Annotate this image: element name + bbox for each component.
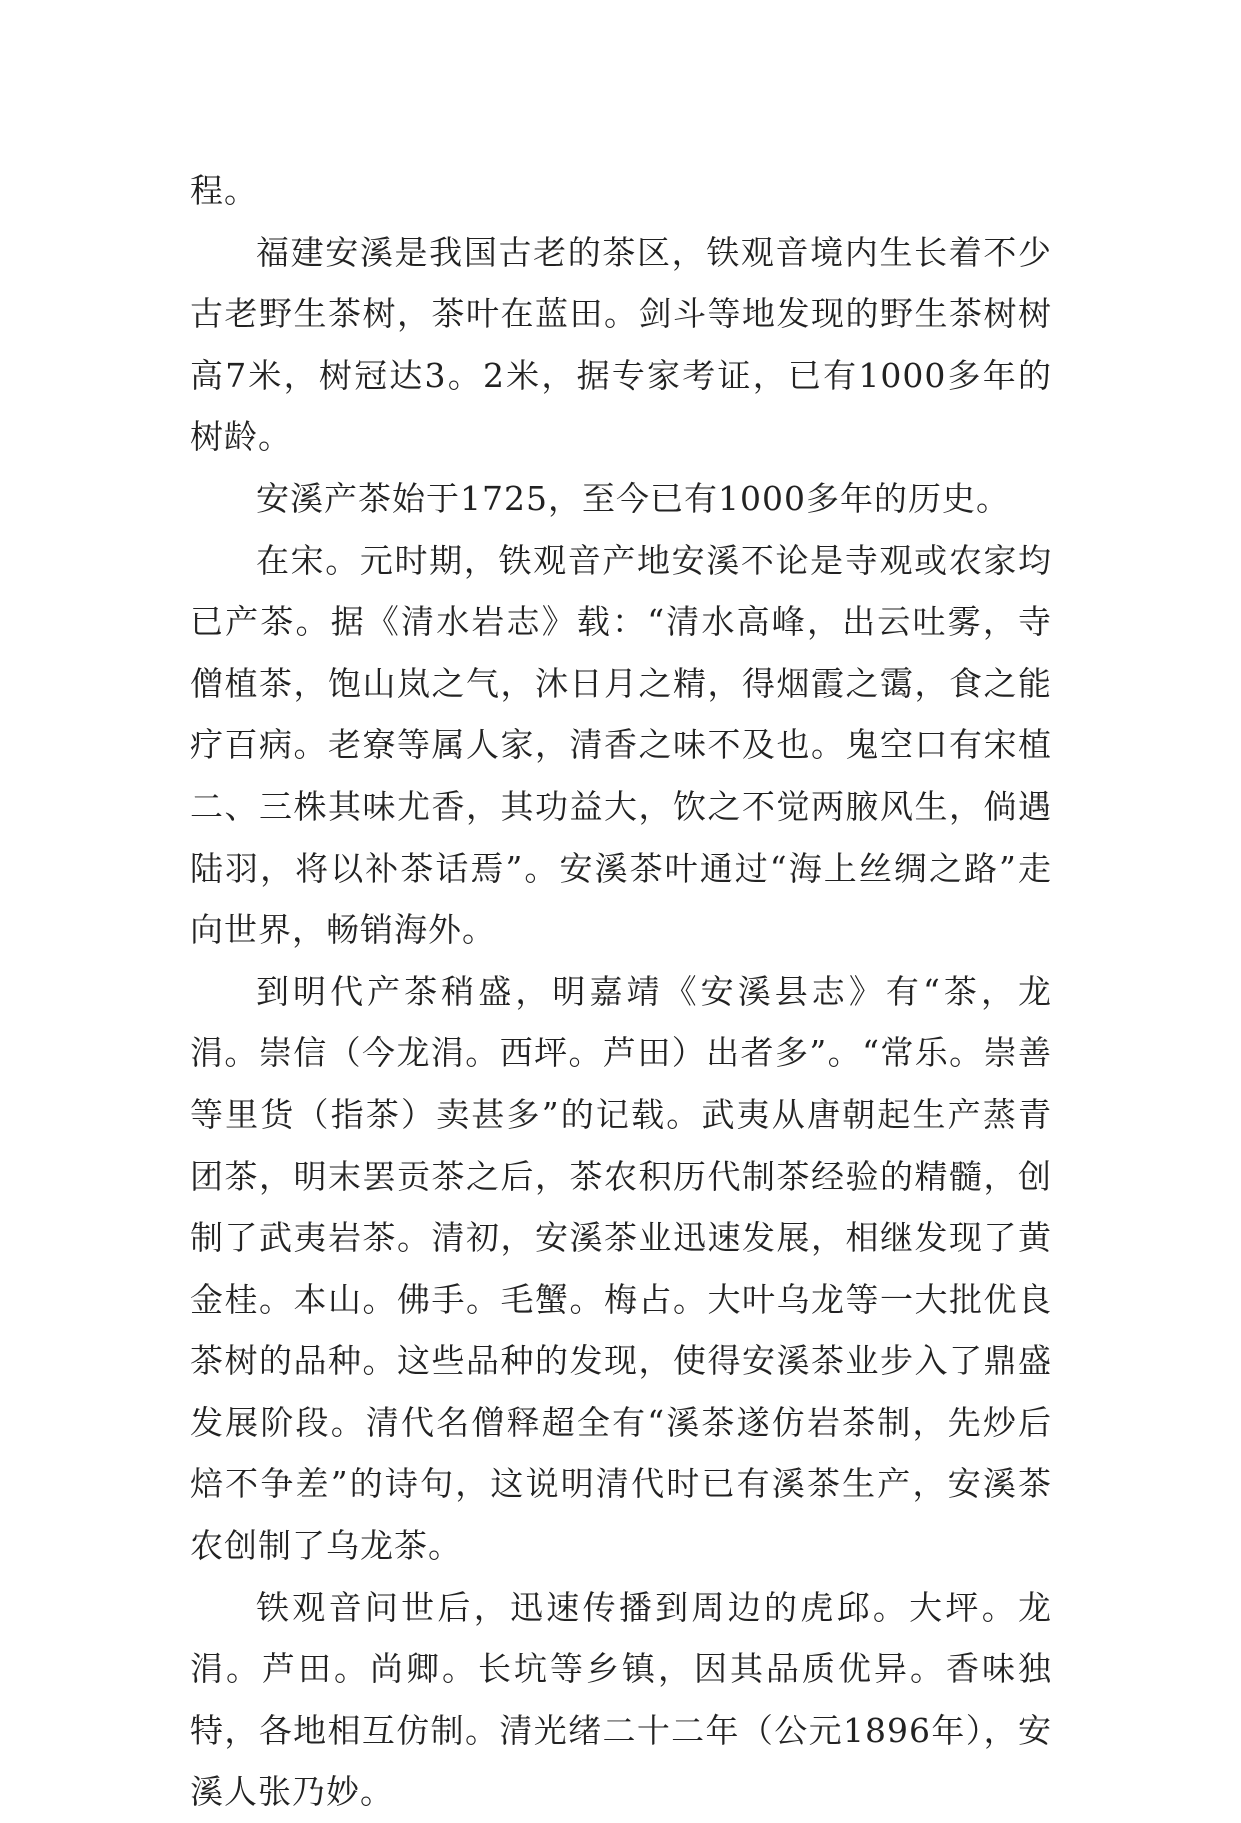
paragraph-tea-origin: 安溪产茶始于1725，至今已有1000多年的历史。 xyxy=(256,478,1010,518)
body-text xyxy=(190,160,1052,1823)
paragraph-tieguanyin-spread: 铁观音问世后，迅速传播到周边的虎邱。大坪。龙涓。芦田。尚卿。长坑等乡镇，因其品质优异。香味独特，各地相互仿制。清光绪二十二年（公元1896年），安溪人张乃妙。 xyxy=(190,1587,1052,1812)
paragraph-continuation: 程。 xyxy=(190,171,258,210)
paragraph-ming-qing: 到明代产茶稍盛，明嘉靖《安溪县志》有“茶，龙涓。崇信（今龙涓。西坪。芦田）出者多”。“常乐。崇善等里货（指茶）卖甚多”的记载。武夷从唐朝起生产蒸青团茶，明末罢贡茶之后，茶农积历代制茶经验的精髓，创制了武夷岩茶。清初，安溪茶业迅速发展，相继发现了黄金桂。本山。佛手。毛蟹。梅占。大叶乌龙等一大批优良茶树的品种。这些品种的发现，使得安溪茶业步入了鼎盛发展阶段。清代名僧释超全有“溪茶遂仿岩茶制，先炒后焙不争差”的诗句，这说明清代时已有溪茶生产，安溪茶农创制了乌龙茶。 xyxy=(190,971,1052,1566)
paragraph-anxi-tea-region: 福建安溪是我国古老的茶区，铁观音境内生长着不少古老野生茶树，茶叶在蓝田。剑斗等地发现的野生茶树树高7米，树冠达3。2米，据专家考证，已有1000多年的树龄。 xyxy=(190,232,1052,457)
paragraph-song-yuan: 在宋。元时期，铁观音产地安溪不论是寺观或农家均已产茶。据《清水岩志》载：“清水高峰，出云吐雾，寺僧植茶，饱山岚之气，沐日月之精，得烟霞之霭，食之能疗百病。老寮等属人家，清香之味不及也。鬼空口有宋植二、三株其味尤香，其功益大，饮之不觉两腋风生，倘遇陆羽，将以补茶话焉”。安溪茶叶通过“海上丝绸之路”走向世界，畅销海外。 xyxy=(190,540,1052,950)
